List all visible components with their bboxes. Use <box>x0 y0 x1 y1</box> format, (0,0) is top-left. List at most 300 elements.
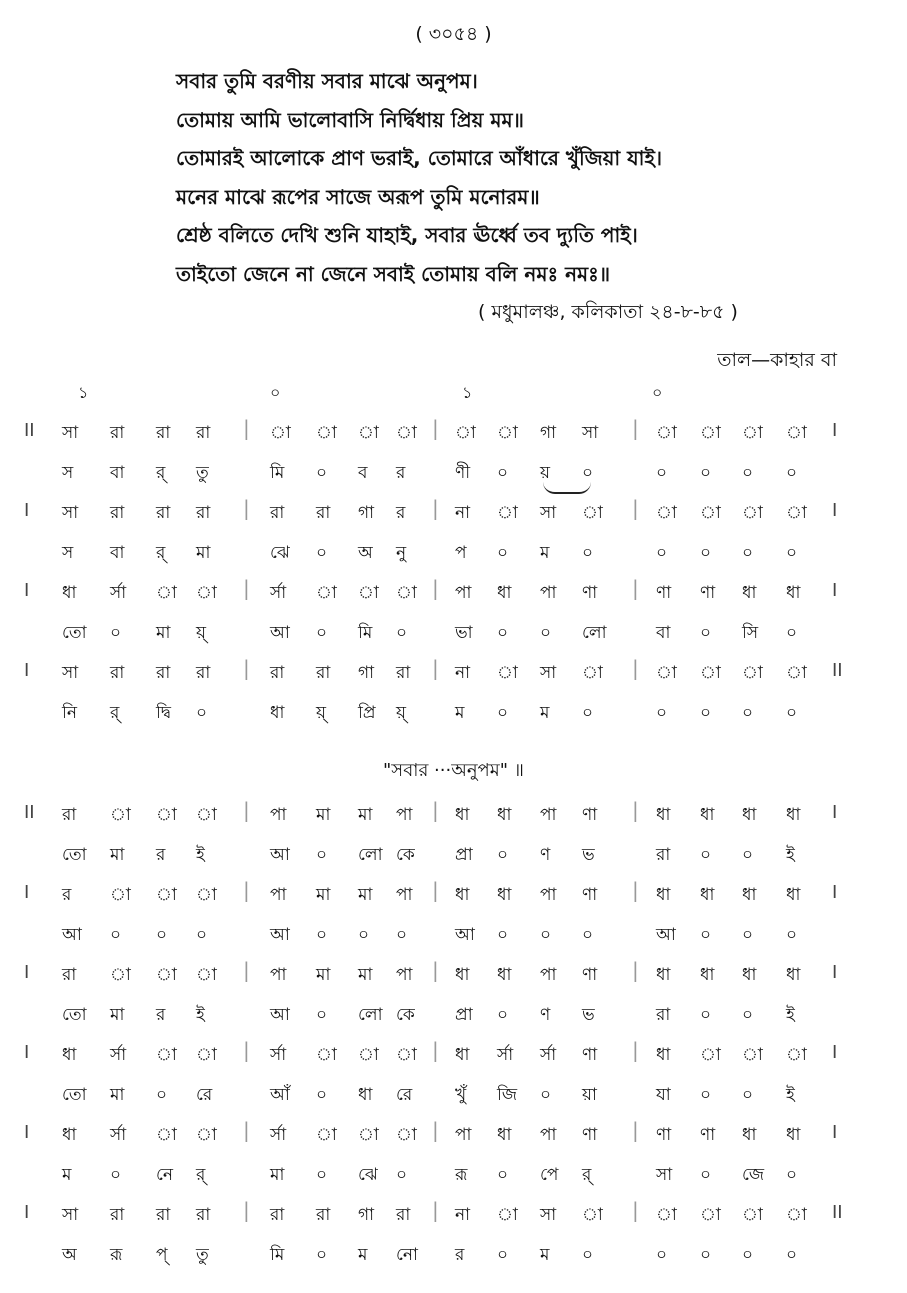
lyric-syllable: মা <box>110 1005 125 1025</box>
lyric-syllable: ০ <box>700 623 712 643</box>
lyric-line: সবার তুমি বরণীয় সবার মাঝে অনুপম। <box>176 69 478 93</box>
lyric-syllable: ০ <box>396 623 408 643</box>
swara-note: ণা <box>700 583 716 603</box>
lyric-syllable: ০ <box>700 1085 712 1105</box>
lyric-syllable: আ <box>270 925 290 945</box>
end-bar-marker: I <box>832 1122 838 1143</box>
swara-note: া <box>396 423 417 443</box>
swara-note: র্সা <box>110 583 127 603</box>
swara-note: রা <box>62 805 77 825</box>
bar-line: | <box>432 798 439 822</box>
lyric-syllable: ভ <box>582 1005 595 1025</box>
bar-line: | <box>432 656 439 680</box>
lyric-syllable: ০ <box>656 463 668 483</box>
bar-line: | <box>632 416 639 440</box>
swara-note: া <box>156 1125 177 1145</box>
lyric-line: মনের মাঝে রূপের সাজে অরূপ তুমি মনোরম॥ <box>176 184 540 209</box>
swara-note: া <box>110 885 131 905</box>
lyric-syllable: য় <box>540 463 551 483</box>
swara-note: া <box>358 423 379 443</box>
refrain-marker: "সবার ···অনুপম" ॥ <box>383 760 524 781</box>
lyric-syllable: ম <box>358 1245 368 1265</box>
lyric-syllable: ধা <box>270 703 285 723</box>
lyric-syllable: ঝে <box>270 543 290 563</box>
swara-note: া <box>786 503 807 523</box>
swara-note: র্সা <box>110 1125 127 1145</box>
swara-note: র্সা <box>497 1045 514 1065</box>
swara-note: া <box>316 423 337 443</box>
swara-note: সা <box>540 503 557 523</box>
lyric-syllable: দ্বি <box>156 703 171 723</box>
bar-line: | <box>632 1198 639 1222</box>
swara-note: া <box>786 423 807 443</box>
swara-note: গা <box>358 1205 375 1225</box>
swara-note: ণা <box>656 1125 672 1145</box>
swara-note: গা <box>358 663 375 683</box>
lyric-syllable: র্ <box>110 703 120 723</box>
lyric-syllable: ০ <box>156 925 168 945</box>
bar-line: | <box>632 1038 639 1062</box>
swara-note: া <box>497 503 518 523</box>
swara-note: া <box>742 1205 763 1225</box>
end-bar-marker: I <box>832 802 838 823</box>
lyric-syllable: রা <box>656 845 671 865</box>
start-bar-marker: I <box>24 1122 30 1143</box>
swara-note: র্সা <box>270 1125 287 1145</box>
swara-note: া <box>786 1205 807 1225</box>
bar-line: | <box>243 878 250 902</box>
lyric-syllable: ০ <box>316 543 328 563</box>
swara-note: া <box>742 1045 763 1065</box>
swara-note: মা <box>358 965 373 985</box>
swara-note: ধা <box>62 1125 77 1145</box>
lyric-syllable: নে <box>156 1165 174 1185</box>
lyric-syllable: র <box>455 1245 465 1265</box>
start-bar-marker: I <box>24 1042 30 1063</box>
lyric-syllable: ০ <box>742 703 754 723</box>
swara-note: ধা <box>455 885 470 905</box>
lyric-syllable: রূ <box>455 1165 468 1185</box>
lyric-syllable: ০ <box>656 1245 668 1265</box>
lyric-syllable: ধা <box>358 1085 373 1105</box>
lyric-syllable: মি <box>270 463 285 483</box>
swara-note: ণা <box>582 1125 598 1145</box>
swara-note: ধা <box>742 805 757 825</box>
swara-note: সা <box>582 423 599 443</box>
lyric-syllable: স <box>62 543 74 563</box>
lyric-syllable: ০ <box>316 1085 328 1105</box>
swara-note: ধা <box>497 965 512 985</box>
swara-note: ধা <box>656 965 671 985</box>
start-bar-marker: I <box>24 962 30 983</box>
swara-note: া <box>196 965 217 985</box>
swara-note: মা <box>316 965 331 985</box>
bar-line: | <box>432 496 439 520</box>
lyric-syllable-row <box>0 1232 907 1272</box>
swara-note: ধা <box>700 805 715 825</box>
swara-note: রা <box>110 663 125 683</box>
lyric-syllable: ০ <box>316 623 328 643</box>
bar-line: | <box>632 878 639 902</box>
swara-note: া <box>700 1205 721 1225</box>
lyric-syllable: র <box>156 845 166 865</box>
swara-note: ধা <box>700 965 715 985</box>
swara-note: া <box>700 503 721 523</box>
lyric-syllable: প <box>455 543 467 563</box>
beat-marker: ১ <box>78 383 89 402</box>
lyric-syllable: ০ <box>786 1245 798 1265</box>
lyric-syllable: তু <box>196 463 209 483</box>
swara-row <box>0 1192 907 1232</box>
lyric-syllable: নো <box>396 1245 418 1265</box>
lyric-syllable: মা <box>196 543 211 563</box>
swara-note: া <box>196 1125 217 1145</box>
swara-note: না <box>455 1205 471 1225</box>
lyric-syllable: ০ <box>497 703 509 723</box>
swara-note: ণা <box>656 583 672 603</box>
swara-row <box>0 872 907 912</box>
swara-note: পা <box>540 583 557 603</box>
lyric-syllable: ০ <box>316 463 328 483</box>
lyric-syllable: ০ <box>497 543 509 563</box>
bar-line: | <box>432 878 439 902</box>
lyric-syllable: ০ <box>316 1245 328 1265</box>
swara-note: পা <box>396 805 413 825</box>
lyric-syllable: ০ <box>316 845 328 865</box>
swara-note: া <box>656 1205 677 1225</box>
lyric-syllable: মা <box>110 845 125 865</box>
lyric-syllable: ০ <box>316 925 328 945</box>
end-bar-marker: II <box>832 660 843 681</box>
lyric-syllable: ০ <box>497 1165 509 1185</box>
lyric-syllable: ০ <box>358 925 370 945</box>
end-bar-marker: I <box>832 420 838 441</box>
bar-line: | <box>432 416 439 440</box>
swara-note: সা <box>540 1205 557 1225</box>
swara-note: পা <box>270 805 287 825</box>
lyric-syllable: ০ <box>497 1005 509 1025</box>
bar-line: | <box>632 1118 639 1142</box>
lyric-line: তোমারই আলোকে প্রাণ ভরাই, তোমারে আঁধারে খুঁজিয়া যাই। <box>176 146 663 170</box>
swara-note: া <box>742 503 763 523</box>
swara-note: া <box>316 583 337 603</box>
lyric-syllable: ০ <box>742 543 754 563</box>
start-bar-marker: II <box>24 420 35 441</box>
swara-note: রা <box>196 1205 211 1225</box>
swara-note: া <box>358 1125 379 1145</box>
swara-note: রা <box>156 423 171 443</box>
swara-note: রা <box>196 423 211 443</box>
lyric-syllable: ০ <box>700 1005 712 1025</box>
lyric-syllable-row <box>0 992 907 1032</box>
swara-note: পা <box>270 965 287 985</box>
lyric-syllable: প্ <box>156 1245 168 1265</box>
swara-note: া <box>455 423 476 443</box>
lyric-syllable: ই <box>786 845 795 865</box>
bar-line: | <box>632 798 639 822</box>
swara-note: া <box>497 663 518 683</box>
swara-row <box>0 792 907 832</box>
swara-note: ধা <box>656 805 671 825</box>
lyric-syllable: সি <box>742 623 759 643</box>
lyric-syllable: ম <box>455 703 465 723</box>
lyric-syllable: লো <box>582 623 607 643</box>
lyric-syllable: ০ <box>540 623 552 643</box>
swara-note: রা <box>396 1205 411 1225</box>
lyric-syllable: ই <box>786 1005 795 1025</box>
swara-note: র্সা <box>270 1045 287 1065</box>
lyric-syllable: ০ <box>700 845 712 865</box>
swara-note: ণা <box>582 583 598 603</box>
bar-line: | <box>432 958 439 982</box>
lyric-syllable: য়্ <box>396 703 407 723</box>
bar-line: | <box>243 576 250 600</box>
lyric-syllable: ০ <box>786 463 798 483</box>
lyric-syllable: য়্ <box>196 623 207 643</box>
swara-note: ধা <box>742 965 757 985</box>
swara-note: ধা <box>786 1125 801 1145</box>
lyric-syllable-row <box>0 1152 907 1192</box>
lyric-syllable: ০ <box>110 623 122 643</box>
swara-note: া <box>700 663 721 683</box>
end-bar-marker: I <box>832 1042 838 1063</box>
lyric-syllable: ০ <box>497 1245 509 1265</box>
swara-note: রা <box>196 503 211 523</box>
swara-note: রা <box>110 423 125 443</box>
lyric-syllable: সা <box>656 1165 673 1185</box>
lyric-syllable: নি <box>62 703 78 723</box>
swara-note: ধা <box>742 583 757 603</box>
lyric-syllable: মি <box>358 623 373 643</box>
bar-line: | <box>432 576 439 600</box>
lyric-syllable: আঁ <box>270 1085 290 1105</box>
swara-note: া <box>656 663 677 683</box>
swara-note: া <box>742 663 763 683</box>
lyric-syllable: মি <box>270 1245 285 1265</box>
lyric-syllable: ০ <box>497 845 509 865</box>
swara-note: া <box>358 583 379 603</box>
lyric-syllable-row <box>0 450 907 490</box>
swara-note: ণা <box>582 1045 598 1065</box>
swara-note: ধা <box>497 583 512 603</box>
start-bar-marker: I <box>24 500 30 521</box>
lyric-syllable: তো <box>62 1005 87 1025</box>
swara-note: া <box>497 423 518 443</box>
swara-note: না <box>455 663 471 683</box>
swara-note: মা <box>316 805 331 825</box>
lyric-syllable: ০ <box>582 543 594 563</box>
lyric-syllable: আ <box>455 925 475 945</box>
bar-line: | <box>243 798 250 822</box>
lyric-syllable: প্রা <box>455 845 473 865</box>
end-bar-marker: II <box>832 1202 843 1223</box>
swara-row <box>0 650 907 690</box>
lyric-syllable: আ <box>270 1005 290 1025</box>
swara-note: া <box>156 1045 177 1065</box>
swara-note: া <box>110 965 131 985</box>
lyric-syllable: প্রি <box>358 703 376 723</box>
swara-note: া <box>786 663 807 683</box>
swara-note: ধা <box>742 1125 757 1145</box>
swara-note: া <box>396 1125 417 1145</box>
swara-note: রা <box>316 663 331 683</box>
swara-note: ধা <box>62 1045 77 1065</box>
lyric-syllable: বা <box>110 463 125 483</box>
swara-note: া <box>396 583 417 603</box>
lyric-syllable: ম <box>540 703 550 723</box>
lyric-syllable: স <box>62 463 74 483</box>
swara-note: র্সা <box>110 1045 127 1065</box>
swara-note: ণা <box>582 965 598 985</box>
bar-line: | <box>432 1198 439 1222</box>
lyric-syllable: ০ <box>700 543 712 563</box>
swara-note: রা <box>316 503 331 523</box>
swara-note: র <box>62 885 72 905</box>
swara-note: ধা <box>786 965 801 985</box>
lyric-syllable: লো <box>358 1005 383 1025</box>
swara-note: র্সা <box>540 1045 557 1065</box>
swara-note: া <box>156 885 177 905</box>
lyric-syllable: ০ <box>656 543 668 563</box>
swara-row <box>0 1032 907 1072</box>
swara-note: ণা <box>582 805 598 825</box>
lyric-syllable: ০ <box>742 845 754 865</box>
swara-note: ধা <box>786 805 801 825</box>
swara-note: ধা <box>656 885 671 905</box>
swara-note: া <box>196 885 217 905</box>
lyric-syllable: রা <box>656 1005 671 1025</box>
swara-note: পা <box>540 885 557 905</box>
swara-note: পা <box>396 965 413 985</box>
lyric-syllable: ০ <box>786 925 798 945</box>
lyric-syllable: জে <box>742 1165 765 1185</box>
lyric-syllable: প্রা <box>455 1005 473 1025</box>
start-bar-marker: I <box>24 660 30 681</box>
swara-note: গা <box>358 503 375 523</box>
swara-note: পা <box>540 805 557 825</box>
swara-note: ধা <box>700 885 715 905</box>
lyric-syllable: ০ <box>656 703 668 723</box>
swara-note: ণা <box>582 885 598 905</box>
swara-note: পা <box>455 1125 472 1145</box>
lyric-syllable: ০ <box>582 703 594 723</box>
swara-note: া <box>156 805 177 825</box>
lyric-syllable: ণ <box>540 845 551 865</box>
swara-note: র <box>396 503 406 523</box>
swara-note: া <box>396 1045 417 1065</box>
lyric-syllable: ০ <box>742 1085 754 1105</box>
beat-marker: ১ <box>462 383 473 402</box>
lyric-syllable: আ <box>270 845 290 865</box>
lyric-syllable: তু <box>196 1245 209 1265</box>
bar-line: | <box>632 496 639 520</box>
bar-line: | <box>632 958 639 982</box>
beat-markers <box>0 380 907 406</box>
bar-line: | <box>632 656 639 680</box>
lyric-syllable: তো <box>62 1085 87 1105</box>
lyric-syllable-row <box>0 530 907 570</box>
lyric-syllable: অ <box>62 1245 77 1265</box>
end-bar-marker: I <box>832 580 838 601</box>
swara-note: পা <box>540 1125 557 1145</box>
swara-note: পা <box>396 885 413 905</box>
swara-note: া <box>316 1125 337 1145</box>
swara-note: ধা <box>455 1045 470 1065</box>
bar-line: | <box>243 1198 250 1222</box>
lyric-syllable: মা <box>110 1085 125 1105</box>
song-lyrics <box>176 62 896 293</box>
swara-note: া <box>316 1045 337 1065</box>
lyric-syllable: য়া <box>582 1085 597 1105</box>
lyric-syllable: অ <box>358 543 373 563</box>
lyric-syllable: ব <box>358 463 368 483</box>
swara-note: রা <box>110 1205 125 1225</box>
lyric-syllable: য়্ <box>316 703 327 723</box>
lyric-syllable: ০ <box>742 1005 754 1025</box>
lyric-syllable-row <box>0 832 907 872</box>
lyric-syllable: রূ <box>110 1245 123 1265</box>
lyric-syllable: ০ <box>396 925 408 945</box>
swara-note: মা <box>358 885 373 905</box>
lyric-syllable: ০ <box>582 925 594 945</box>
lyric-syllable: রে <box>396 1085 413 1105</box>
bar-line: | <box>632 576 639 600</box>
lyric-syllable: ০ <box>700 1165 712 1185</box>
lyric-syllable: র্ <box>582 1165 592 1185</box>
swara-row <box>0 952 907 992</box>
page-number: ( ৩০৫৪ ) <box>415 23 492 45</box>
end-bar-marker: I <box>832 882 838 903</box>
swara-note: সা <box>62 663 79 683</box>
swara-note: সা <box>62 503 79 523</box>
swara-note: সা <box>62 423 79 443</box>
swara-note: ধা <box>656 1045 671 1065</box>
lyric-syllable: ভা <box>455 623 473 643</box>
lyric-syllable: বা <box>656 623 671 643</box>
swara-note: ধা <box>62 583 77 603</box>
swara-note: মা <box>316 885 331 905</box>
swara-note: মা <box>358 805 373 825</box>
lyric-syllable: ০ <box>582 463 594 483</box>
swara-note: রা <box>62 965 77 985</box>
swara-note: া <box>742 423 763 443</box>
swara-note: া <box>196 805 217 825</box>
lyric-syllable: ম <box>62 1165 72 1185</box>
lyric-syllable: তো <box>62 623 87 643</box>
lyric-syllable: র <box>396 463 406 483</box>
bar-line: | <box>243 416 250 440</box>
lyric-syllable: ই <box>196 1005 205 1025</box>
lyric-syllable: ০ <box>540 925 552 945</box>
lyric-syllable: ম <box>540 543 550 563</box>
lyric-syllable: লো <box>358 845 383 865</box>
lyric-syllable: বা <box>110 543 125 563</box>
swara-note: া <box>582 503 603 523</box>
lyric-syllable: ণী <box>455 463 471 483</box>
lyric-syllable: ০ <box>396 1165 408 1185</box>
swara-note: া <box>196 1045 217 1065</box>
lyric-syllable-row <box>0 610 907 650</box>
notation-section-2 <box>0 792 907 1272</box>
swara-row <box>0 1112 907 1152</box>
swara-note: ণা <box>700 1125 716 1145</box>
swara-note: পা <box>540 965 557 985</box>
lyric-syllable: ০ <box>110 1165 122 1185</box>
swara-note: ধা <box>742 885 757 905</box>
lyric-syllable: ০ <box>582 1245 594 1265</box>
bar-line: | <box>243 958 250 982</box>
lyric-syllable: নু <box>396 543 407 563</box>
